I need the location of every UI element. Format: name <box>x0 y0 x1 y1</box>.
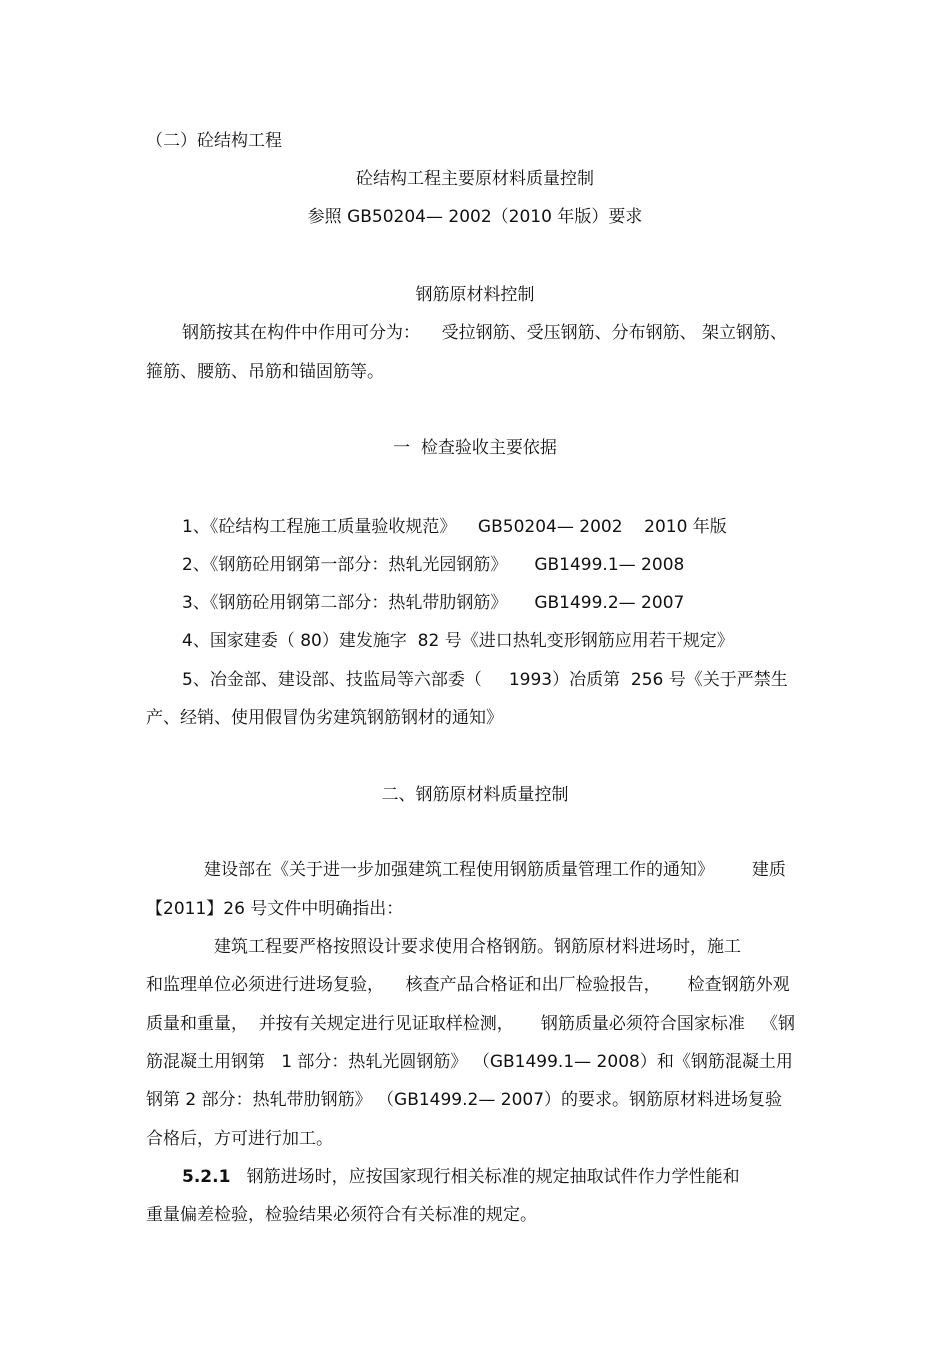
basis-item: 1、《砼结构工程施工质量验收规范》 GB50204— 2002 2010 年版 <box>182 517 727 537</box>
notice-line-2: 【2011】26 号文件中明确指出： <box>146 899 404 919</box>
subtitle: 钢筋原材料控制 <box>415 285 535 305</box>
basis-item: 2、《钢筋砼用钢第一部分：热轧光园钢筋》 GB1499.1— 2008 <box>182 555 685 575</box>
document-title: 砼结构工程主要原材料质量控制 <box>356 169 594 189</box>
basis-item: 5、冶金部、建设部、技监局等六部委（ 1993）冶质第 256 号《关于严禁生 <box>182 670 788 690</box>
clause-line-2: 重量偏差检验，检验结果必须符合有关标准的规定。 <box>146 1205 537 1225</box>
requirement-line: 筋混凝土用钢第 1 部分：热轧光圆钢筋》 （GB1499.1— 2008）和《钢筋混凝土用 <box>146 1052 793 1072</box>
basis-item: 3、《钢筋砼用钢第二部分：热轧带肋钢筋》 GB1499.2— 2007 <box>182 593 685 613</box>
requirement-line: 质量和重量， 并按有关规定进行见证取样检测， 钢筋质量必须符合国家标准 《钢 <box>146 1014 796 1034</box>
intro-line-2: 箍筋、腰筋、吊筋和锚固筋等。 <box>146 362 384 382</box>
requirement-line: 钢第 2 部分：热轧带肋钢筋》 （GB1499.2— 2007）的要求。钢筋原材料进场复验 <box>146 1090 783 1110</box>
clause-text: 钢筋进场时，应按国家现行相关标准的规定抽取试件作力学性能和 <box>246 1167 740 1187</box>
part2-heading: 二、钢筋原材料质量控制 <box>381 785 569 805</box>
reference-standard: 参照 GB50204— 2002（2010 年版）要求 <box>307 207 643 227</box>
notice-line-1: 建设部在《关于进一步加强建筑工程使用钢筋质量管理工作的通知》 建质 <box>204 860 786 880</box>
section-heading: （二）砼结构工程 <box>146 131 282 151</box>
intro-line-1: 钢筋按其在构件中作用可分为： 受拉钢筋、受压钢筋、分布钢筋、 架立钢筋、 <box>182 323 788 343</box>
part1-heading: 一 检查验收主要依据 <box>393 438 557 458</box>
basis-item-continued: 产、经销、使用假冒伪劣建筑钢筋钢材的通知》 <box>146 708 503 728</box>
clause-number: 5.2.1 <box>182 1167 231 1187</box>
requirement-line: 和监理单位必须进行进场复验， 核查产品合格证和出厂检验报告， 检查钢筋外观 <box>146 975 790 995</box>
requirement-line: 合格后，方可进行加工。 <box>146 1129 333 1149</box>
requirement-line: 建筑工程要严格按照设计要求使用合格钢筋。钢筋原材料进场时，施工 <box>214 937 741 957</box>
basis-item: 4、国家建委（ 80）建发施字 82 号《进口热轧变形钢筋应用若干规定》 <box>182 631 734 651</box>
clause-line-1 <box>182 1166 740 1188</box>
